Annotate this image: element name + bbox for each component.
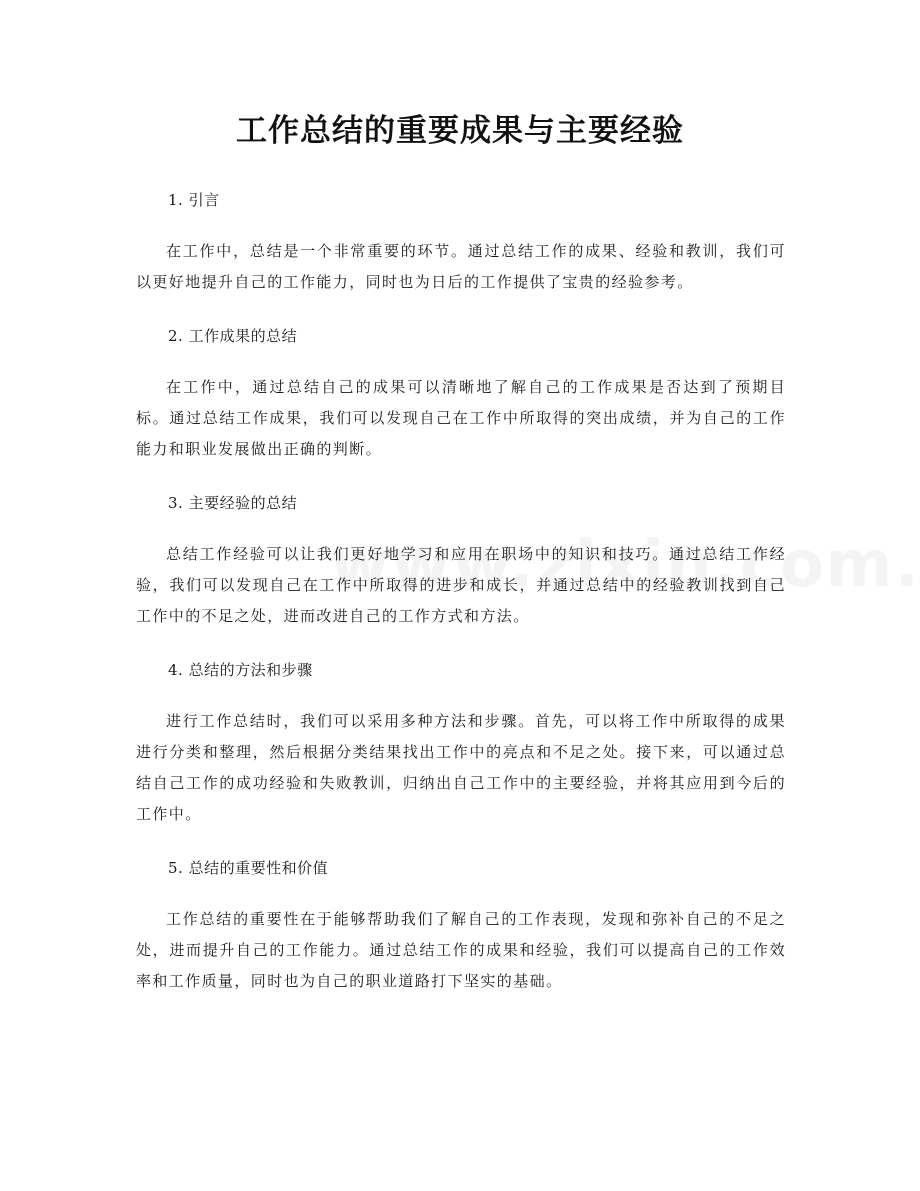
section-heading: 1. 引言 — [168, 191, 220, 209]
section-paragraph: 在工作中，总结是一个非常重要的环节。通过总结工作的成果、经验和教训，我们可以更好地提升自己的工作能力，同时也为日后的工作提供了宝贵的经验参考。 — [136, 242, 786, 291]
section-importance-value — [136, 854, 786, 997]
section-introduction — [136, 186, 786, 298]
page-title: 工作总结的重要成果与主要经验 — [236, 113, 684, 149]
section-methods-steps — [136, 656, 786, 830]
section-paragraph: 总结工作经验可以让我们更好地学习和应用在职场中的知识和技巧。通过总结工作经验，我们可以发现自己在工作中所取得的进步和成长，并通过总结中的经验教训找到自己工作中的不足之处，进而改进自己的工作方式和方法。 — [136, 545, 786, 625]
section-heading: 5. 总结的重要性和价值 — [168, 859, 329, 877]
document-body — [136, 186, 786, 1021]
section-heading: 3. 主要经验的总结 — [168, 494, 298, 512]
section-work-results — [136, 322, 786, 465]
section-paragraph: 进行工作总结时，我们可以采用多种方法和步骤。首先，可以将工作中所取得的成果进行分类和整理，然后根据分类结果找出工作中的亮点和不足之处。接下来，可以通过总结自己工作的成功经验和失败教训，归纳出自己工作中的主要经验，并将其应用到今后的工作中。 — [136, 712, 786, 823]
section-paragraph: 工作总结的重要性在于能够帮助我们了解自己的工作表现，发现和弥补自己的不足之处，进而提升自己的工作能力。通过总结工作的成果和经验，我们可以提高自己的工作效率和工作质量，同时也为自己的职业道路打下坚实的基础。 — [136, 910, 786, 990]
section-main-experience — [136, 489, 786, 632]
section-heading: 2. 工作成果的总结 — [168, 327, 298, 345]
section-heading: 4. 总结的方法和步骤 — [168, 661, 313, 679]
section-paragraph: 在工作中，通过总结自己的成果可以清晰地了解自己的工作成果是否达到了预期目标。通过总结工作成果，我们可以发现自己在工作中所取得的突出成绩，并为自己的工作能力和职业发展做出正确的判断。 — [136, 378, 786, 458]
